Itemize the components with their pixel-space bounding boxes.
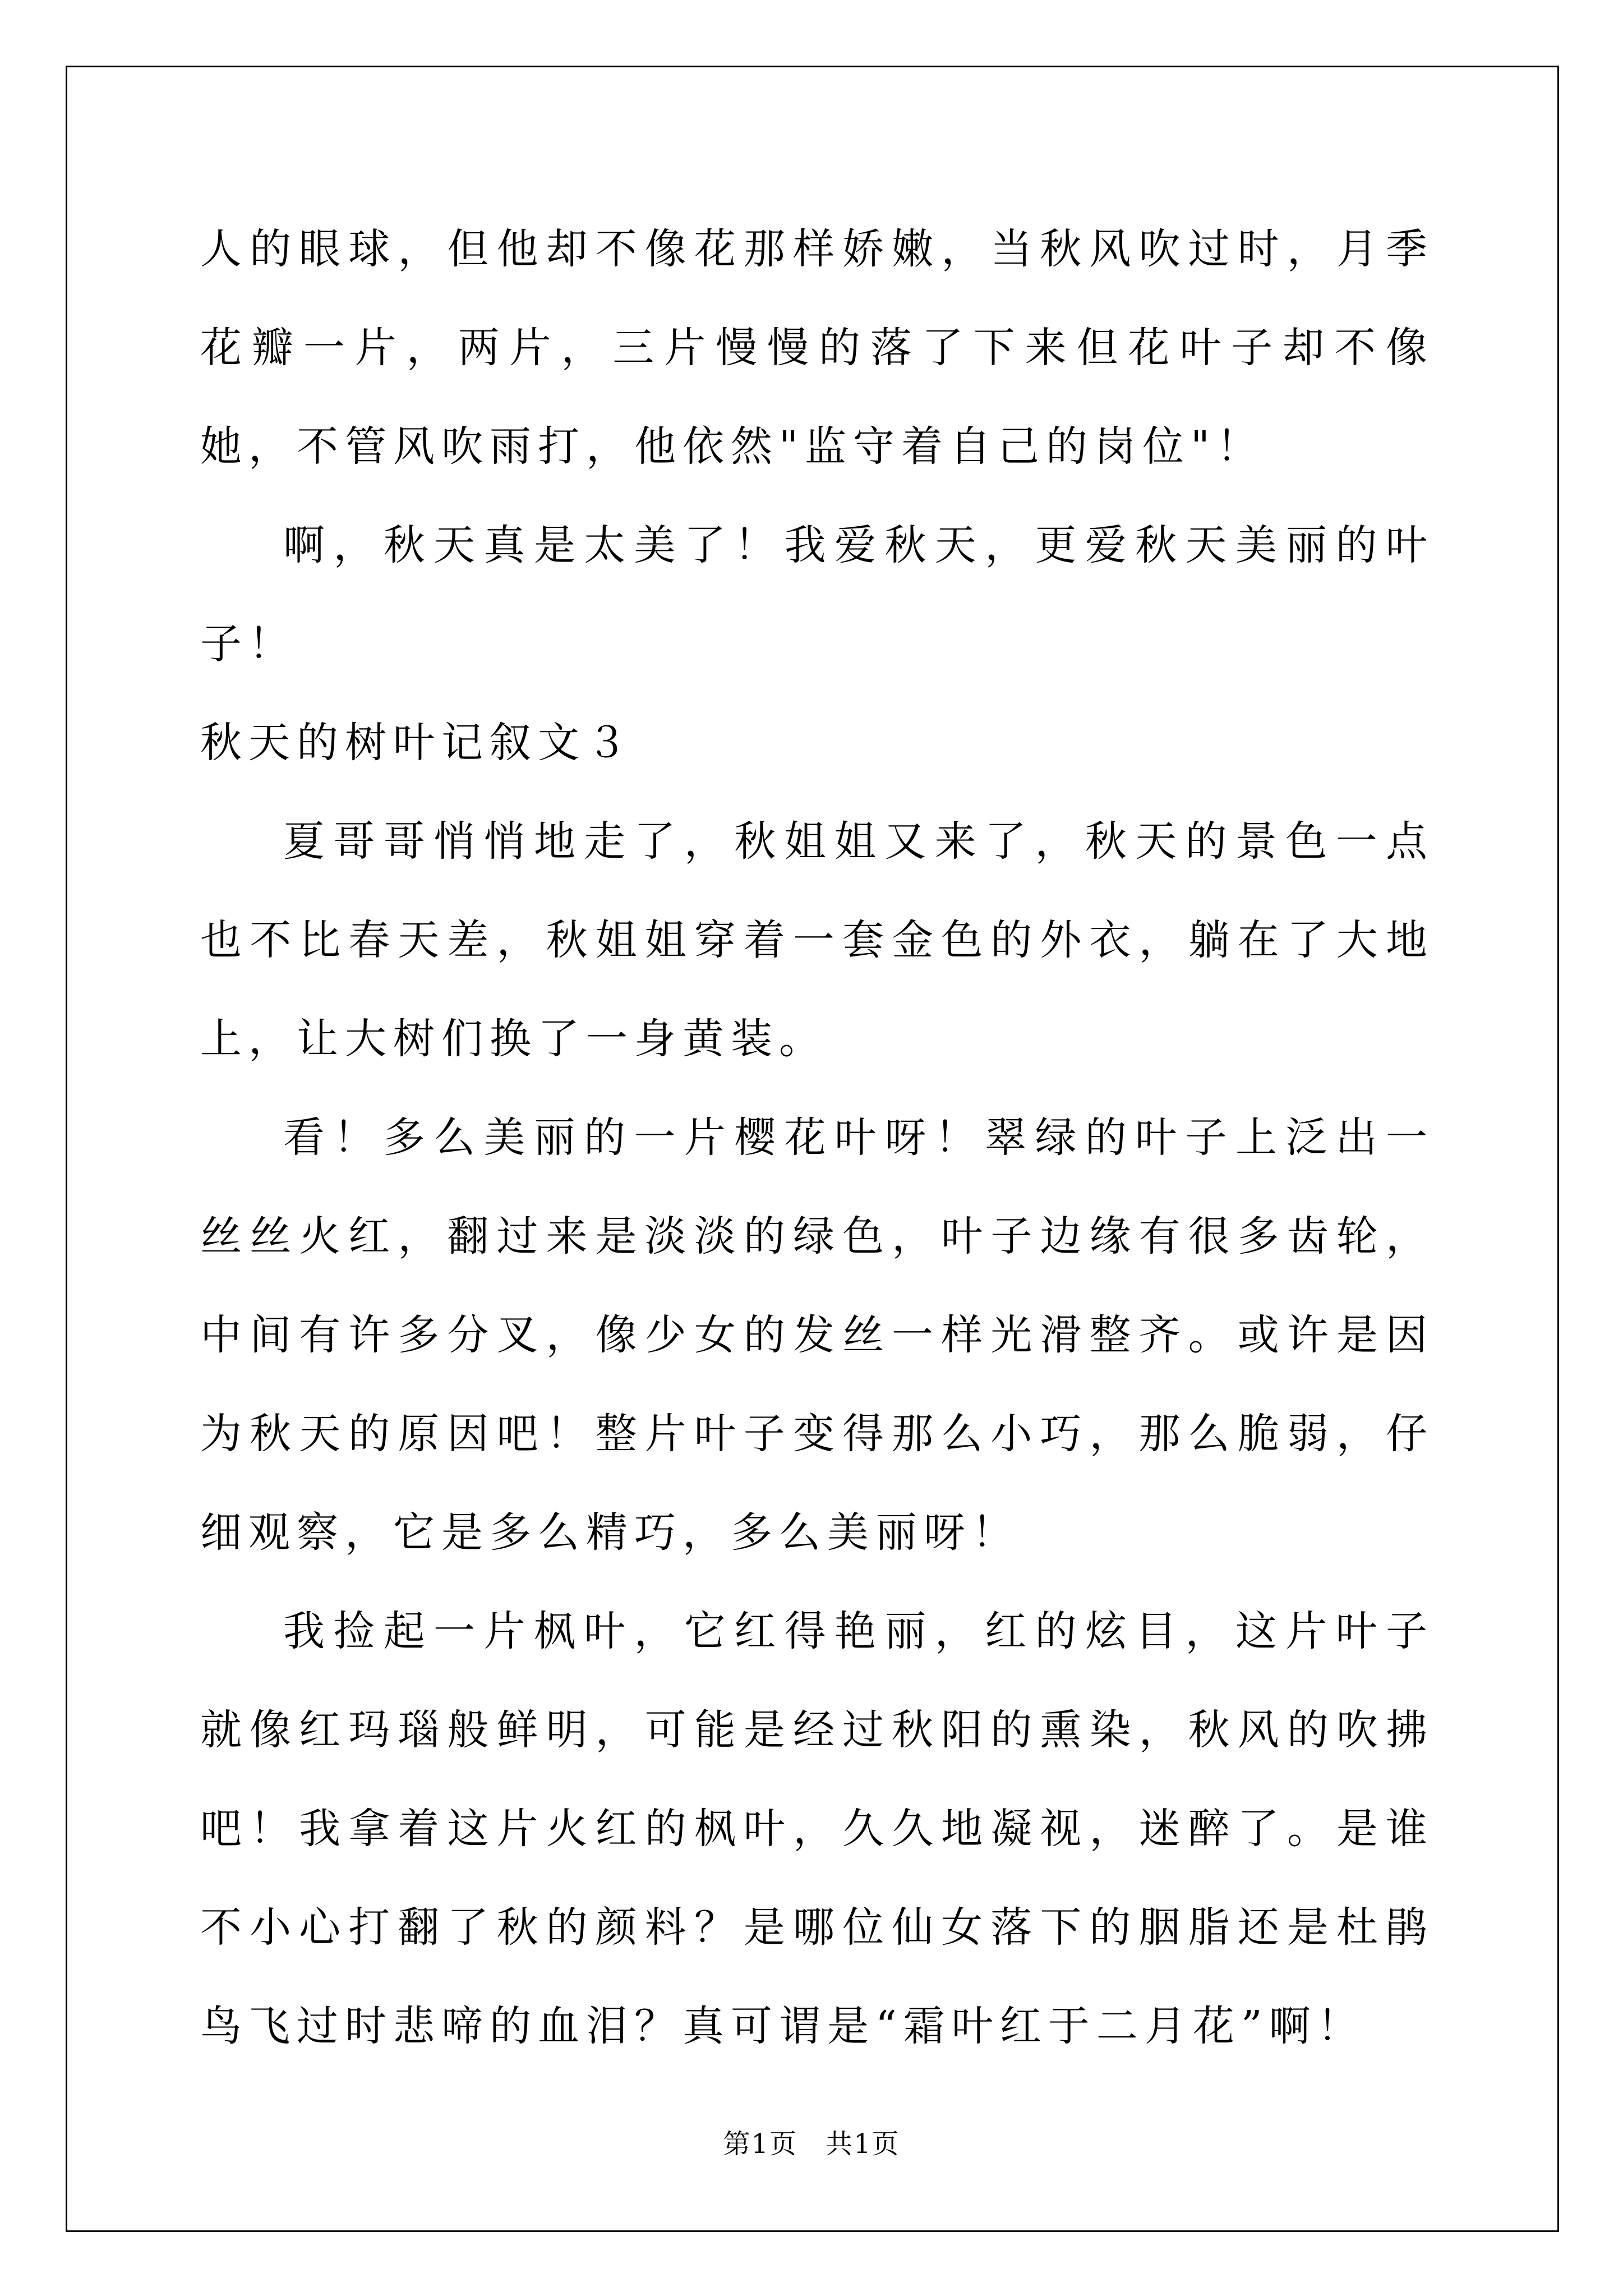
paragraph: 看！多么美丽的一片樱花叶呀！翠绿的叶子上泛出一丝丝火红，翻过来是淡淡的绿色，叶子边缘有很多齿轮，中间有许多分叉，像少女的发丝一样光滑整齐。或许是因为秋天的原因吧！整片叶子变得那么小巧，那么脆弱，仔细观察，它是多么精巧，多么美丽呀！ — [200, 1114, 1434, 1557]
section-heading: 秋天的树叶记叙文３ — [200, 719, 634, 767]
document-body — [200, 200, 1434, 2076]
paragraph: 夏哥哥悄悄地走了，秋姐姐又来了，秋天的景色一点也不比春天差，秋姐姐穿着一套金色的外衣，躺在了大地上，让大树们换了一身黄装。 — [200, 817, 1434, 1063]
page-footer: 第1页 共1页 — [723, 2128, 900, 2160]
paragraph: 啊，秋天真是太美了！我爱秋天，更爱秋天美丽的叶子！ — [200, 521, 1434, 668]
paragraph: 人的眼球，但他却不像花那样娇嫩，当秋风吹过时，月季花瓣一片，两片，三片慢慢的落了下来但花叶子却不像她，不管风吹雨打，他依然"监守着自己的岗位"！ — [200, 225, 1434, 471]
paragraph: 我捡起一片枫叶，它红得艳丽，红的炫目，这片叶子就像红玛瑙般鲜明，可能是经过秋阳的熏染，秋风的吹拂吧！我拿着这片火红的枫叶，久久地凝视，迷醉了。是谁不小心打翻了秋的颜料？是哪位仙女落下的胭脂还是杜鹃鸟飞过时悲啼的血泪？真可谓是“霜叶红于二月花”啊！ — [200, 1607, 1434, 2050]
